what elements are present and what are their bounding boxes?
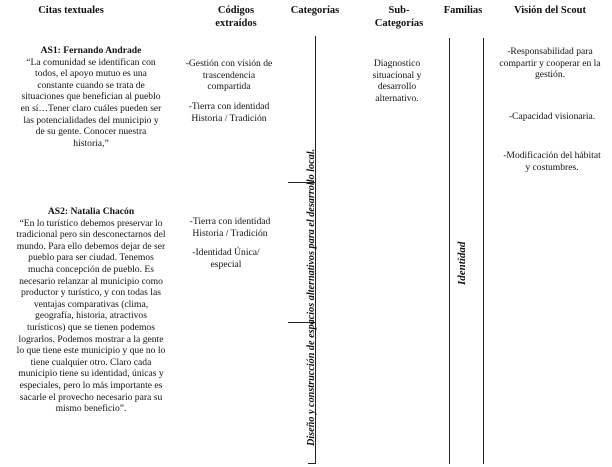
family-text: Identidad bbox=[456, 241, 468, 285]
header-categorias: Categorías bbox=[290, 5, 340, 16]
quote-1 bbox=[18, 45, 164, 149]
quote-2 bbox=[16, 206, 166, 415]
quote-1-author: AS1: Fernando Andrade bbox=[40, 45, 142, 56]
vision-item-2: -Capacidad visionaria. bbox=[508, 111, 596, 122]
category-text: Diseño y construcción de espacios alternativos para el desarrollo local. bbox=[306, 148, 317, 446]
vision-item-1: -Responsabilidad para compartir y cooperar en la gestión. bbox=[499, 46, 601, 81]
header-familias: Familias bbox=[443, 5, 483, 16]
codes-1-item-1: -Gestión con visión de trascendencia compartida bbox=[185, 58, 273, 93]
header-vision: Visión del Scout bbox=[514, 5, 586, 16]
family-line-right bbox=[483, 38, 484, 464]
quote-2-text: “En lo turístico debemos preservar lo tradicional pero sin desconectarnos del mundo. Para ello debemos dejar de ser pueblo para ser ciudad. Tenemos mucha concepción de pueblo. Es necesario relanzar al municipio como productor y turístico, y con todas las ventajas comparativas (clima, geografía, historia, atractivos turísticos) que se tienen podemos lograrlos. Podemos mostrar a la gente lo que tiene este municipio y que no lo tiene cualquier otro. Claro cada municipio tiene su identidad, únicas y especiales, pero lo más importante es sacarle el provecho necesario para su mismo beneficio”. bbox=[16, 217, 166, 415]
quote-1-text: “La comunidad se identifican con todos, el apoyo mutuo es una constante cuando se trata de situaciones que benefician al pueblo en sí…Tener claro cuáles pueden ser las potencialidades del municipio y de su gente. Conocer nuestra historia,” bbox=[20, 56, 162, 149]
header-subcategorias: Sub-Categorías bbox=[374, 5, 424, 29]
header-codigos: Códigos extraídos bbox=[215, 5, 257, 29]
codes-2-item-1: -Tierra con identidad Historia / Tradición bbox=[189, 216, 271, 239]
header-citas: Citas textuales bbox=[38, 5, 104, 16]
codes-1-item-2: -Tierra con identidad Historia / Tradición bbox=[188, 101, 270, 124]
quote-2-author: AS2: Natalia Chacón bbox=[47, 206, 135, 217]
vision-item-3: -Modificación del hábitat y costumbres. bbox=[503, 150, 601, 173]
family-line-left bbox=[449, 38, 450, 464]
subcategory-text: Diagnostico situacional y desarrollo alternativo. bbox=[372, 58, 422, 104]
codes-2-item-2: -Identidad Única/ especial bbox=[192, 247, 260, 270]
category-tick-3 bbox=[308, 463, 316, 464]
